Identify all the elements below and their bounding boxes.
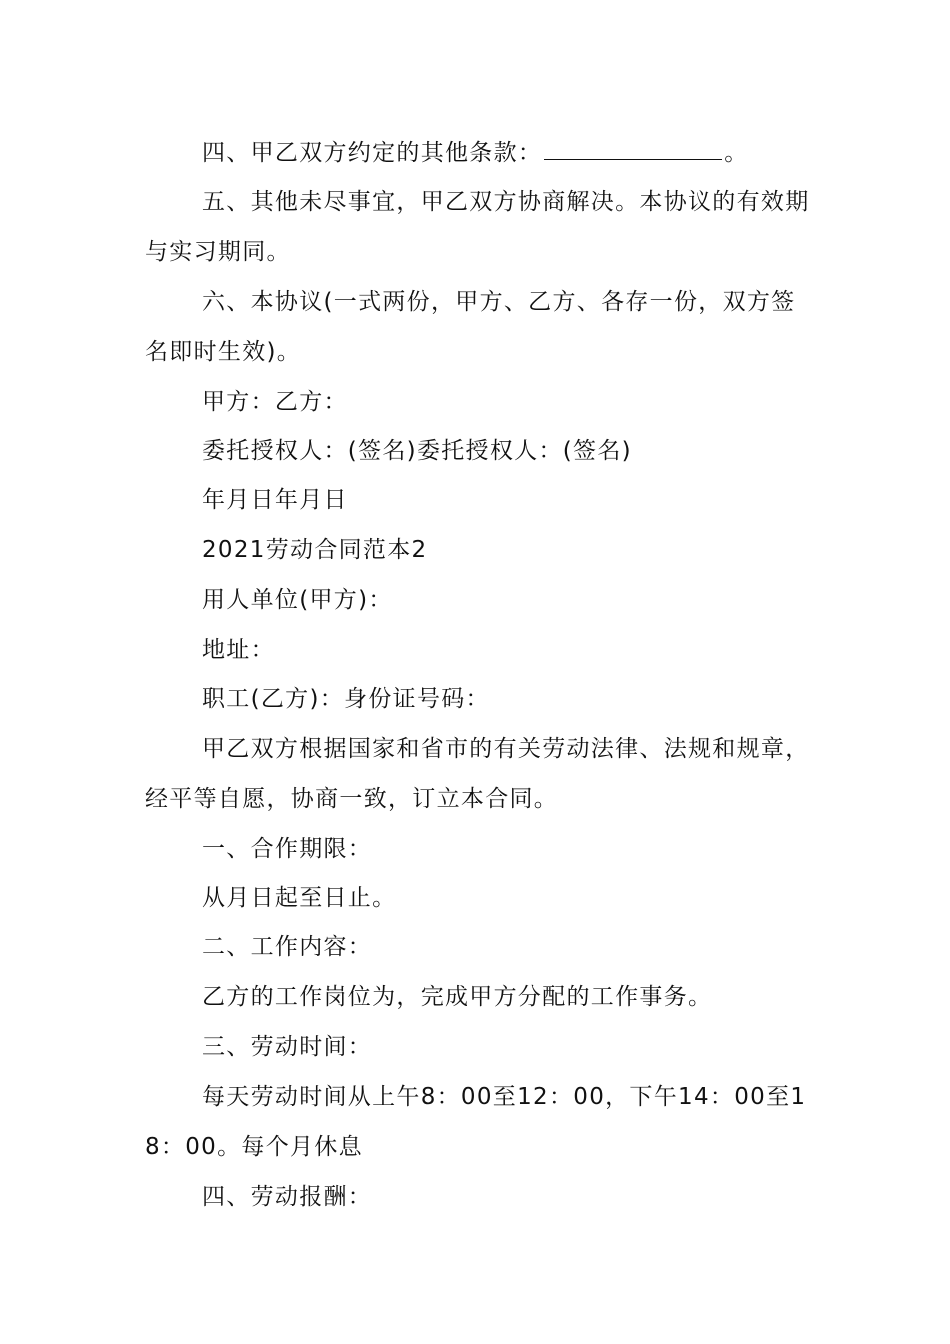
section-3-body: 每天劳动时间从上午8：00至12：00，下午14：00至18：00。每个月休息	[145, 1084, 807, 1160]
clause-5: 五、其他未尽事宜，甲乙双方协商解决。本协议的有效期与实习期同。	[145, 189, 810, 265]
clause-4-other-terms	[145, 128, 810, 178]
section-2-body: 乙方的工作岗位为，完成甲方分配的工作事务。	[202, 984, 713, 1010]
address-line: 地址：	[202, 637, 275, 663]
authorized-signatures-line: 委托授权人：(签名)委托授权人：(签名)	[202, 438, 632, 464]
clause-6: 六、本协议(一式两份，甲方、乙方、各存一份，双方签名即时生效)。	[145, 289, 796, 365]
section-1-body: 从月日起至日止。	[202, 885, 397, 911]
section-1-title: 一、合作期限：	[202, 836, 373, 862]
parties-line: 甲方：乙方：	[202, 389, 348, 415]
clause-4-period: 。	[724, 140, 749, 166]
section-4-title: 四、劳动报酬：	[202, 1184, 373, 1210]
clause-4-text: 四、甲乙双方约定的其他条款：	[202, 140, 543, 166]
contract-title: 2021劳动合同范本2	[202, 537, 428, 563]
fill-in-blank-line	[544, 141, 722, 160]
employee-id-line: 职工(乙方)：身份证号码：	[202, 686, 490, 712]
section-2-title: 二、工作内容：	[202, 934, 373, 960]
employer-line: 用人单位(甲方)：	[202, 587, 393, 613]
preamble: 甲乙双方根据国家和省市的有关劳动法律、法规和规章，经平等自愿，协商一致，订立本合同。	[145, 736, 810, 812]
section-3-title: 三、劳动时间：	[202, 1034, 373, 1060]
signature-dates-line: 年月日年月日	[202, 487, 348, 513]
